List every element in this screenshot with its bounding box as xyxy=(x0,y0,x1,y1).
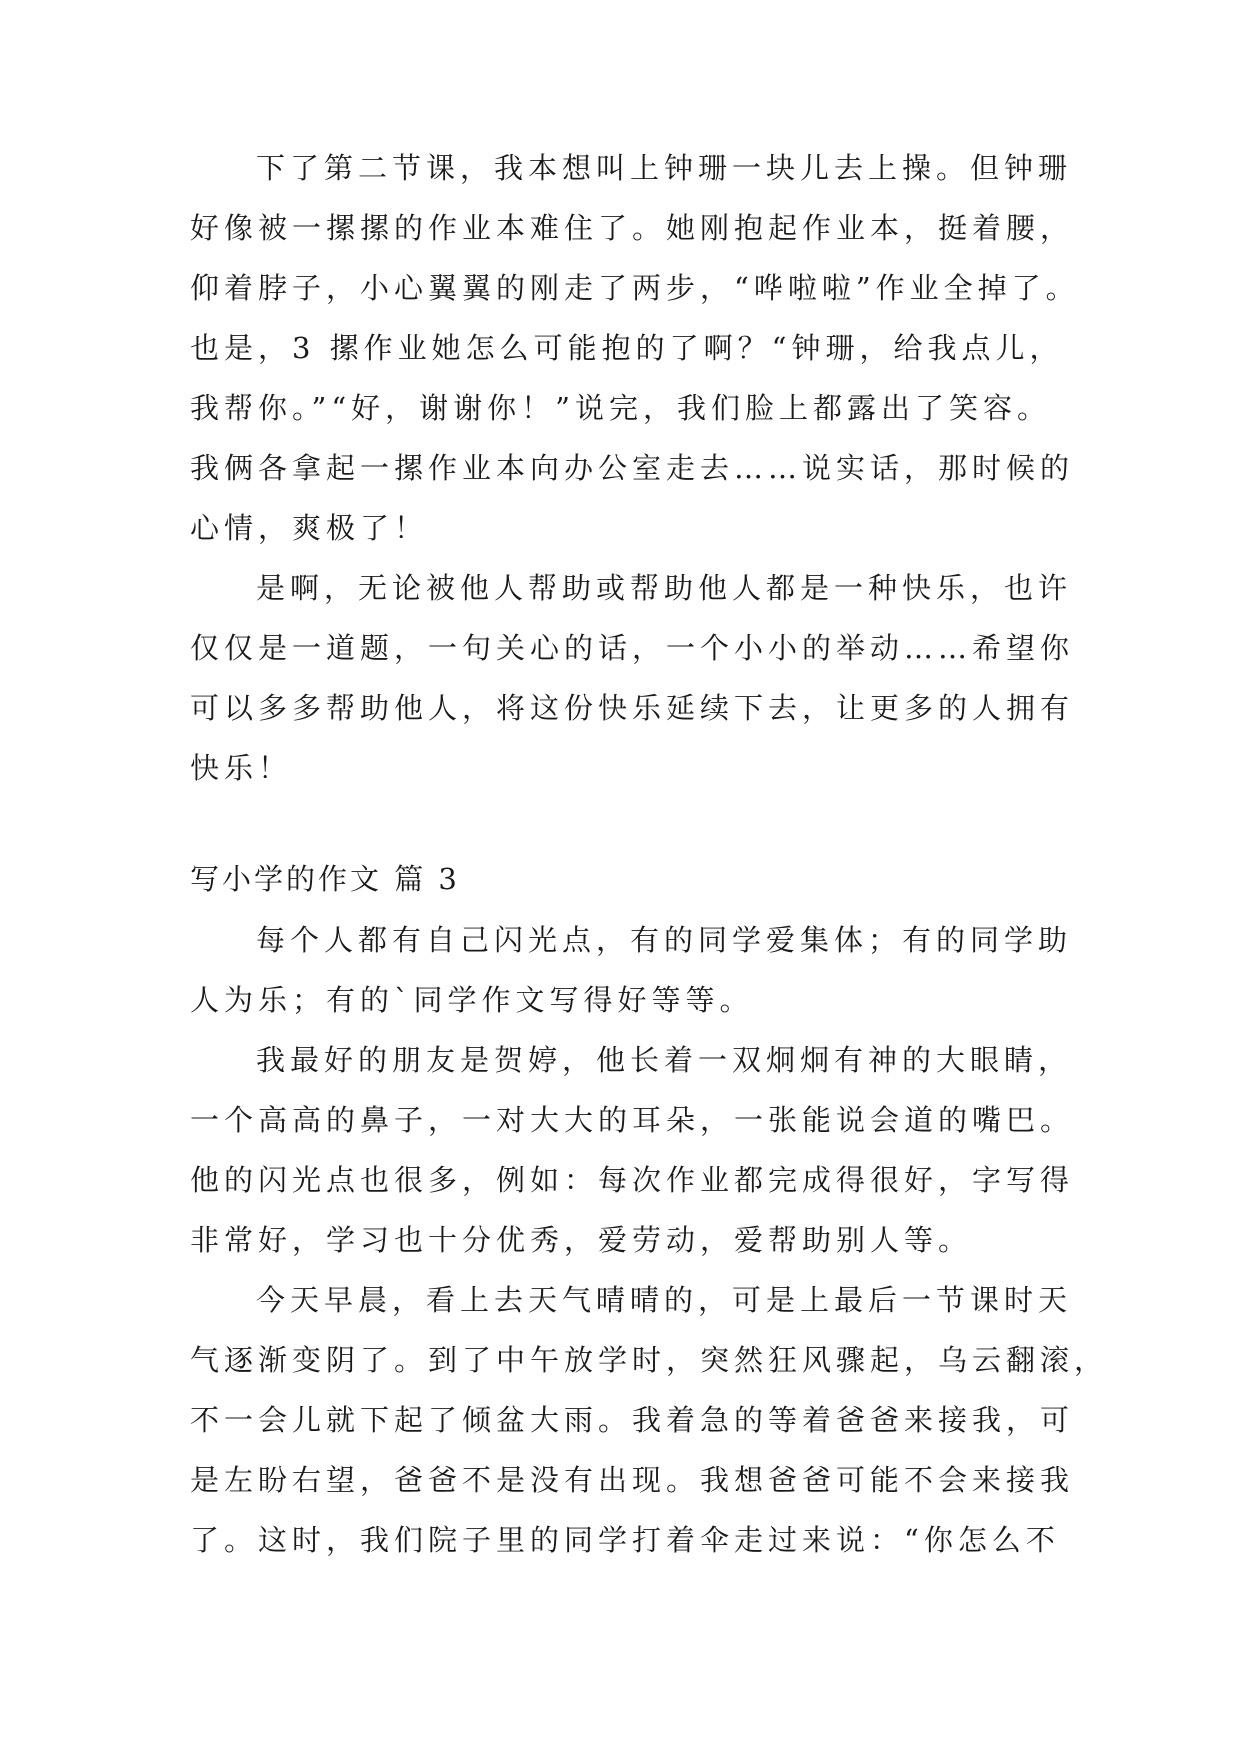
paragraph-line: 下了第二节课，我本想叫上钟珊一块儿去上操。但钟珊 xyxy=(256,151,1073,185)
paragraph-line: 我最好的朋友是贺婷，他长着一双炯炯有神的大眼睛， xyxy=(256,1043,1073,1077)
paragraph-line: 我帮你。”“好，谢谢你！”说完，我们脸上都露出了笑容。 xyxy=(190,391,1051,425)
paragraph-line: 仅仅是一道题，一句关心的话，一个小小的举动……希望你 xyxy=(190,631,1075,665)
paragraph-line: 好像被一摞摞的作业本难住了。她刚抱起作业本，挺着腰， xyxy=(190,211,1075,245)
paragraph-line: 一个高高的鼻子，一对大大的耳朵，一张能说会道的嘴巴。 xyxy=(190,1103,1075,1137)
paragraph-line: 可以多多帮助他人，将这份快乐延续下去，让更多的人拥有 xyxy=(190,691,1075,725)
paragraph-line: 是左盼右望，爸爸不是没有出现。我想爸爸可能不会来接我 xyxy=(190,1463,1075,1497)
paragraph-line: 气逐渐变阴了。到了中午放学时，突然狂风骤起，乌云翻滚， xyxy=(190,1343,1109,1377)
paragraph-line: 他的闪光点也很多，例如：每次作业都完成得很好，字写得 xyxy=(190,1163,1075,1197)
paragraph-line: 也是，3 摞作业她怎么可能抱的了啊？“钟珊，给我点儿， xyxy=(190,331,1064,365)
paragraph xyxy=(190,138,1080,558)
paragraph-line: 我俩各拿起一摞作业本向办公室走去……说实话，那时候的 xyxy=(190,451,1075,485)
paragraph-line: 非常好，学习也十分优秀，爱劳动，爱帮助别人等。 xyxy=(190,1223,973,1257)
paragraph xyxy=(190,558,1075,798)
paragraph-line: 了。这时，我们院子里的同学打着伞走过来说：“你怎么不 xyxy=(190,1523,1060,1557)
paragraph-line: 人为乐；有的`同学作文写得好等等。 xyxy=(190,983,754,1017)
paragraph xyxy=(190,910,1073,1030)
paragraph-line: 心情，爽极了！ xyxy=(190,511,429,545)
paragraph-line: 今天早晨，看上去天气晴晴的，可是上最后一节课时天 xyxy=(256,1283,1073,1317)
paragraph-line: 快乐！ xyxy=(190,751,293,785)
paragraph xyxy=(190,1270,1109,1570)
paragraph-line: 仰着脖子，小心翼翼的刚走了两步，“哗啦啦”作业全掉了。 xyxy=(190,271,1080,305)
section-heading: 写小学的作文 篇 3 xyxy=(190,862,460,896)
paragraph-line: 每个人都有自己闪光点，有的同学爱集体；有的同学助 xyxy=(256,923,1073,957)
paragraph-line: 不一会儿就下起了倾盆大雨。我着急的等着爸爸来接我，可 xyxy=(190,1403,1075,1437)
paragraph xyxy=(190,1030,1075,1270)
paragraph-line: 是啊，无论被他人帮助或帮助他人都是一种快乐，也许 xyxy=(256,571,1073,605)
